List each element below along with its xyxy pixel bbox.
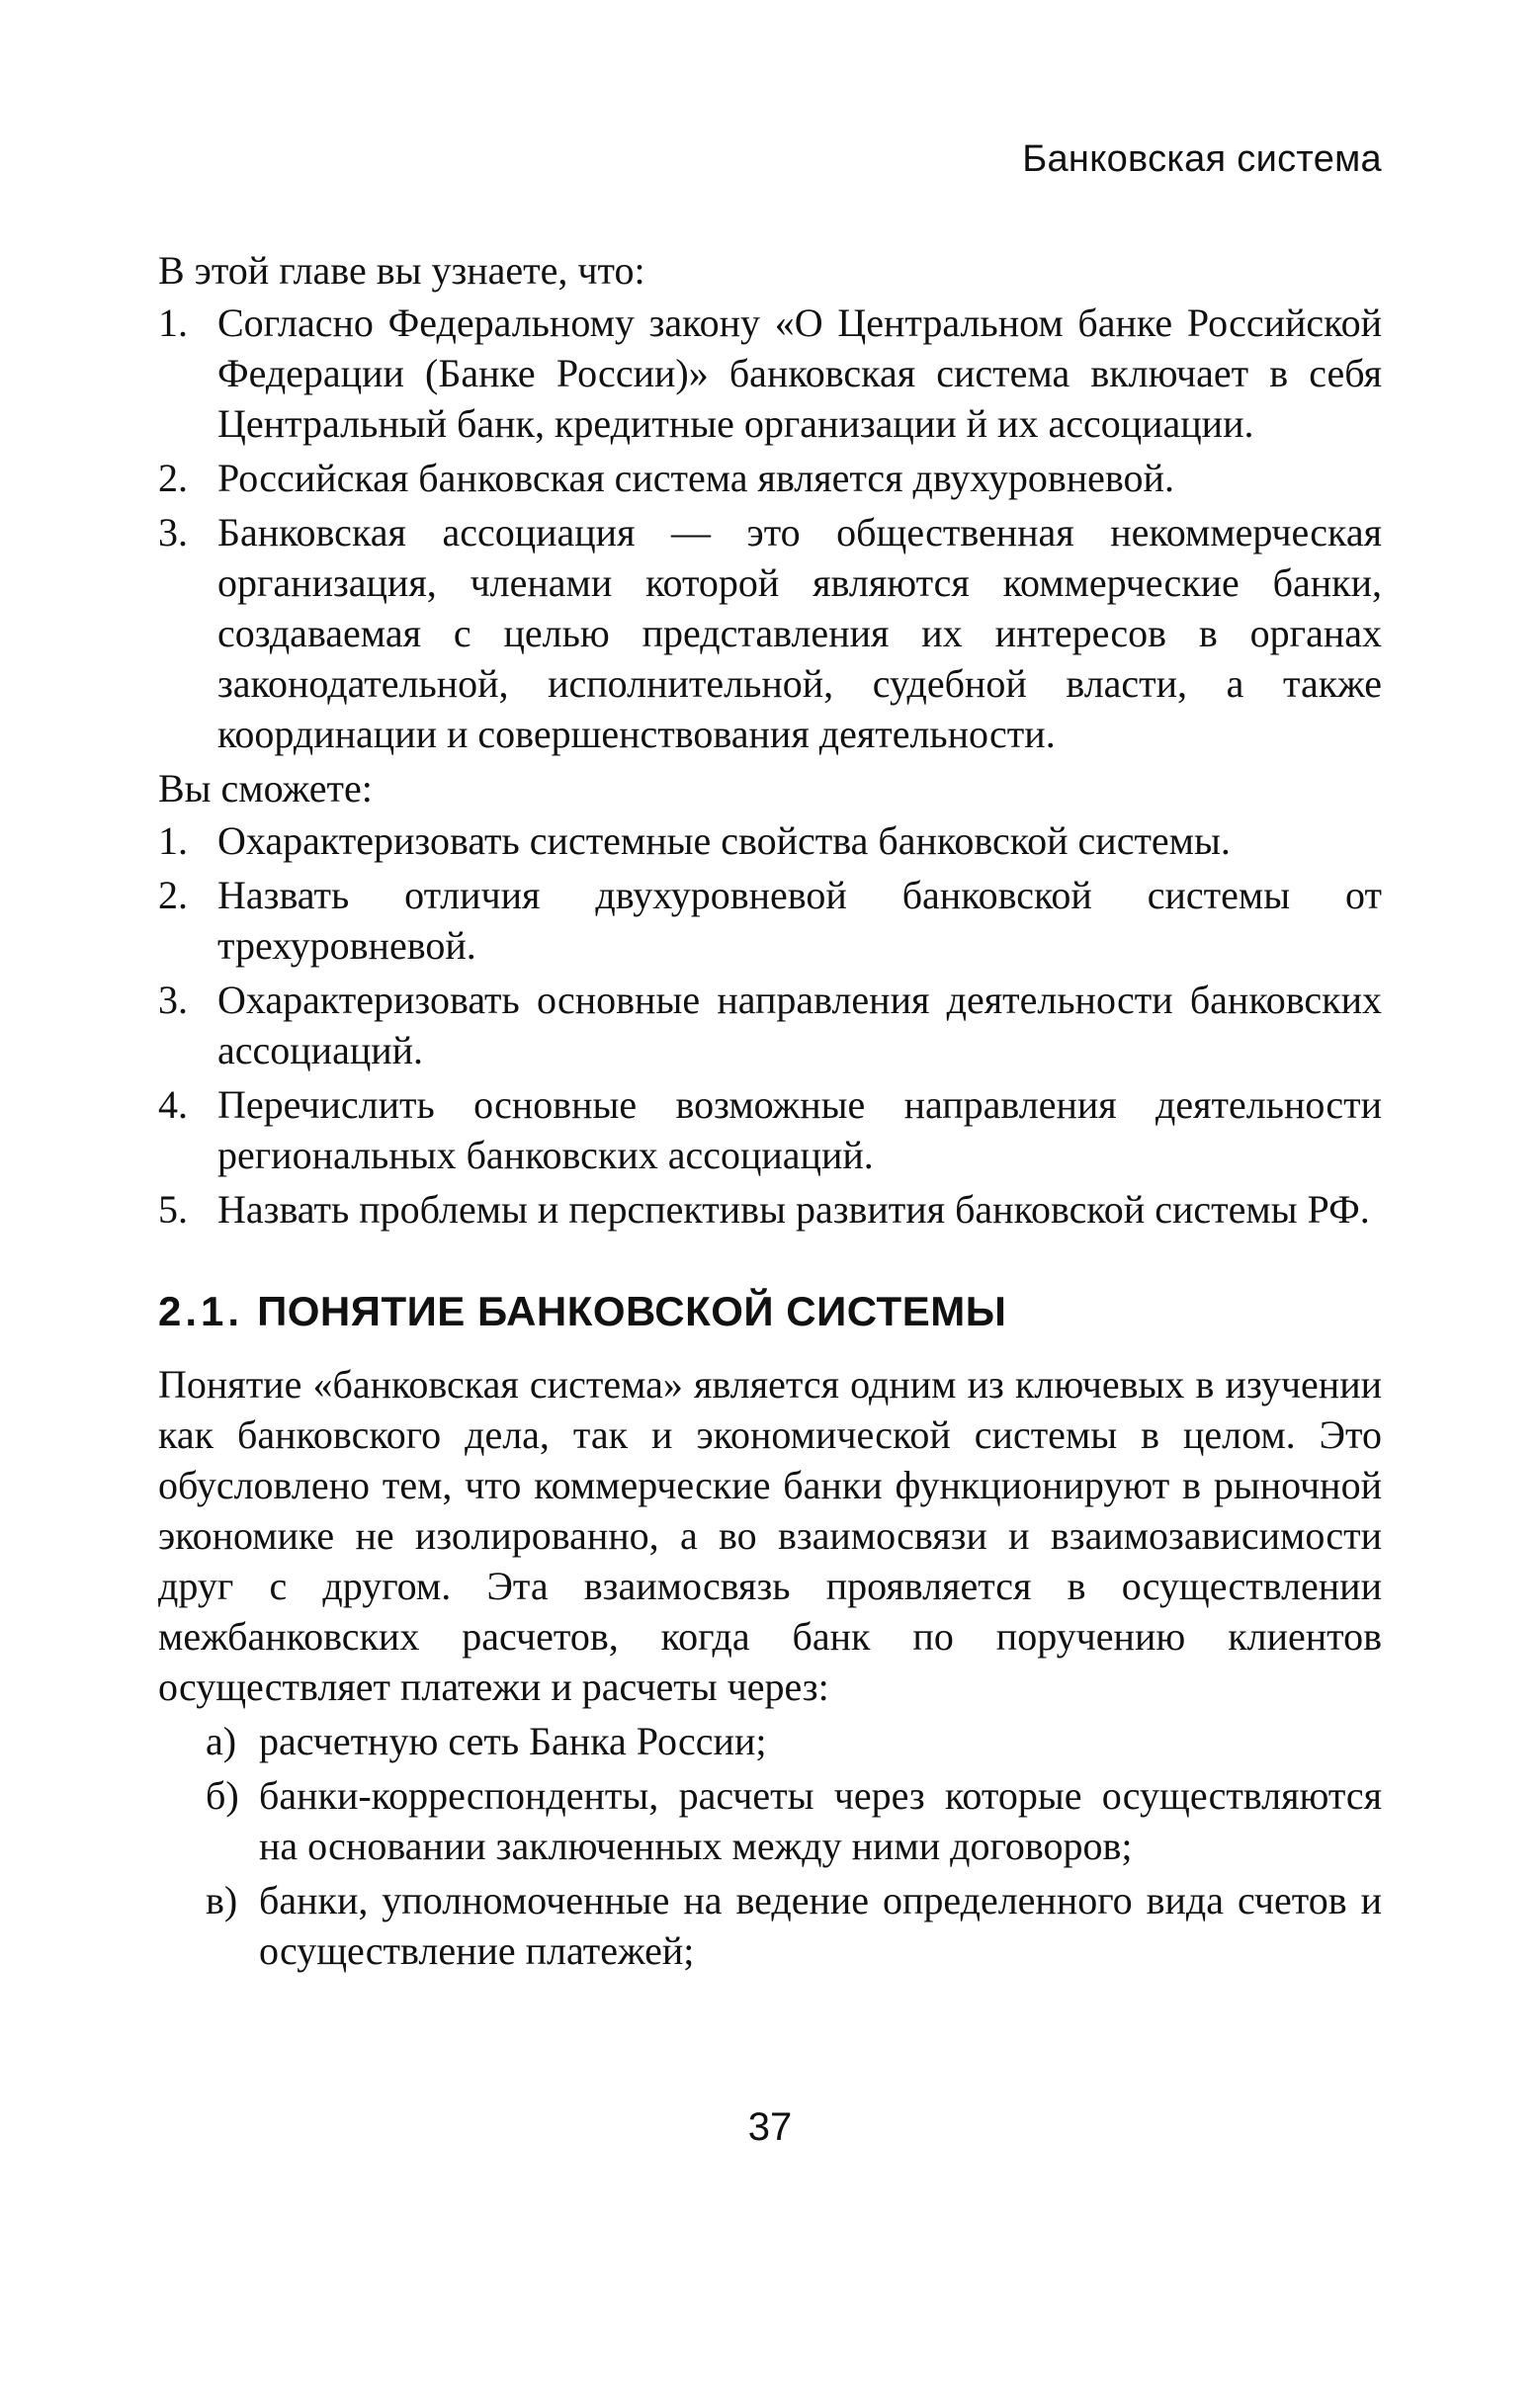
item-text: расчетную сеть Банка России; xyxy=(259,1719,767,1763)
running-header: Банковская система xyxy=(1022,138,1382,180)
item-number: 4. xyxy=(158,1082,188,1127)
learn-item xyxy=(158,453,1382,503)
skills-heading: Вы сможете: xyxy=(158,766,373,811)
list-item xyxy=(206,1770,1382,1871)
item-number: 1. xyxy=(158,300,188,345)
item-number: 2. xyxy=(158,456,188,500)
list-item xyxy=(206,1716,1382,1766)
item-number: 5. xyxy=(158,1187,188,1232)
item-text: Российская банковская система является двухуровневой. xyxy=(217,456,1174,500)
page-number: 37 xyxy=(747,2105,793,2149)
item-number: 3. xyxy=(158,510,188,555)
item-text: Согласно Федеральному закону «О Центральном банке Российской Федерации (Банке России)» банковская система включает в себя Центральный банк, кредитные организации й их ассоциации. xyxy=(217,300,1382,446)
learn-item xyxy=(158,298,1382,449)
learn-heading: В этой главе вы узнаете, что: xyxy=(158,248,645,293)
settlement-channels-list xyxy=(158,1716,1382,1976)
learn-item xyxy=(158,507,1382,759)
skills-item xyxy=(158,1184,1382,1235)
item-number: 3. xyxy=(158,978,188,1022)
skills-item xyxy=(158,815,1382,866)
section-number: 2.1. xyxy=(158,1288,244,1334)
item-number: 1. xyxy=(158,818,188,863)
item-letter: б) xyxy=(206,1773,239,1818)
learn-list xyxy=(158,298,1382,759)
skills-list xyxy=(158,815,1382,1235)
item-text: Назвать проблемы и перспективы развития банковской системы РФ. xyxy=(217,1187,1370,1232)
list-item xyxy=(206,1875,1382,1976)
item-letter: в) xyxy=(206,1878,238,1922)
skills-item xyxy=(158,870,1382,971)
item-text: Банковская ассоциация — это общественная некоммерческая организация, членами которой являются коммерческие банки, создаваемая с целью представления их интересов в органах законодательной, исполнительной, судебной власти, а также координации и совершенствования деятельности. xyxy=(217,510,1382,756)
skills-item xyxy=(158,975,1382,1075)
item-text: Назвать отличия двухуровневой банковской системы от трехуровневой. xyxy=(217,873,1382,968)
section-title: ПОНЯТИЕ БАНКОВСКОЙ СИСТЕМЫ xyxy=(257,1288,1007,1334)
item-text: банки-корреспонденты, расчеты через которые осуществляются на основании заключенных между ними договоров; xyxy=(259,1773,1382,1868)
item-text: Охарактеризовать основные направления деятельности банковских ассоциаций. xyxy=(217,978,1382,1072)
skills-item xyxy=(158,1079,1382,1180)
page-content xyxy=(158,245,1382,1980)
section-heading xyxy=(158,1286,1382,1337)
item-text: банки, уполномоченные на ведение определенного вида счетов и осуществление платежей; xyxy=(259,1878,1382,1973)
item-number: 2. xyxy=(158,873,188,917)
section-paragraph: Понятие «банковская система» является одним из ключевых в изучении как банковского дела, так и экономической системы в целом. Это обусловлено тем, что коммерческие банки функционируют в рыночной экономике не изолированно, а во взаимосвязи и взаимозависимости друг с другом. Эта взаимосвязь проявляется в осуществлении межбанковских расчетов, когда банк по поручению клиентов осуществляет платежи и расчеты через: xyxy=(158,1362,1382,1709)
item-text: Перечислить основные возможные направления деятельности региональных банковских ассоциаций. xyxy=(217,1082,1382,1177)
item-text: Охарактеризовать системные свойства банковской системы. xyxy=(217,818,1231,863)
item-letter: а) xyxy=(206,1719,237,1763)
